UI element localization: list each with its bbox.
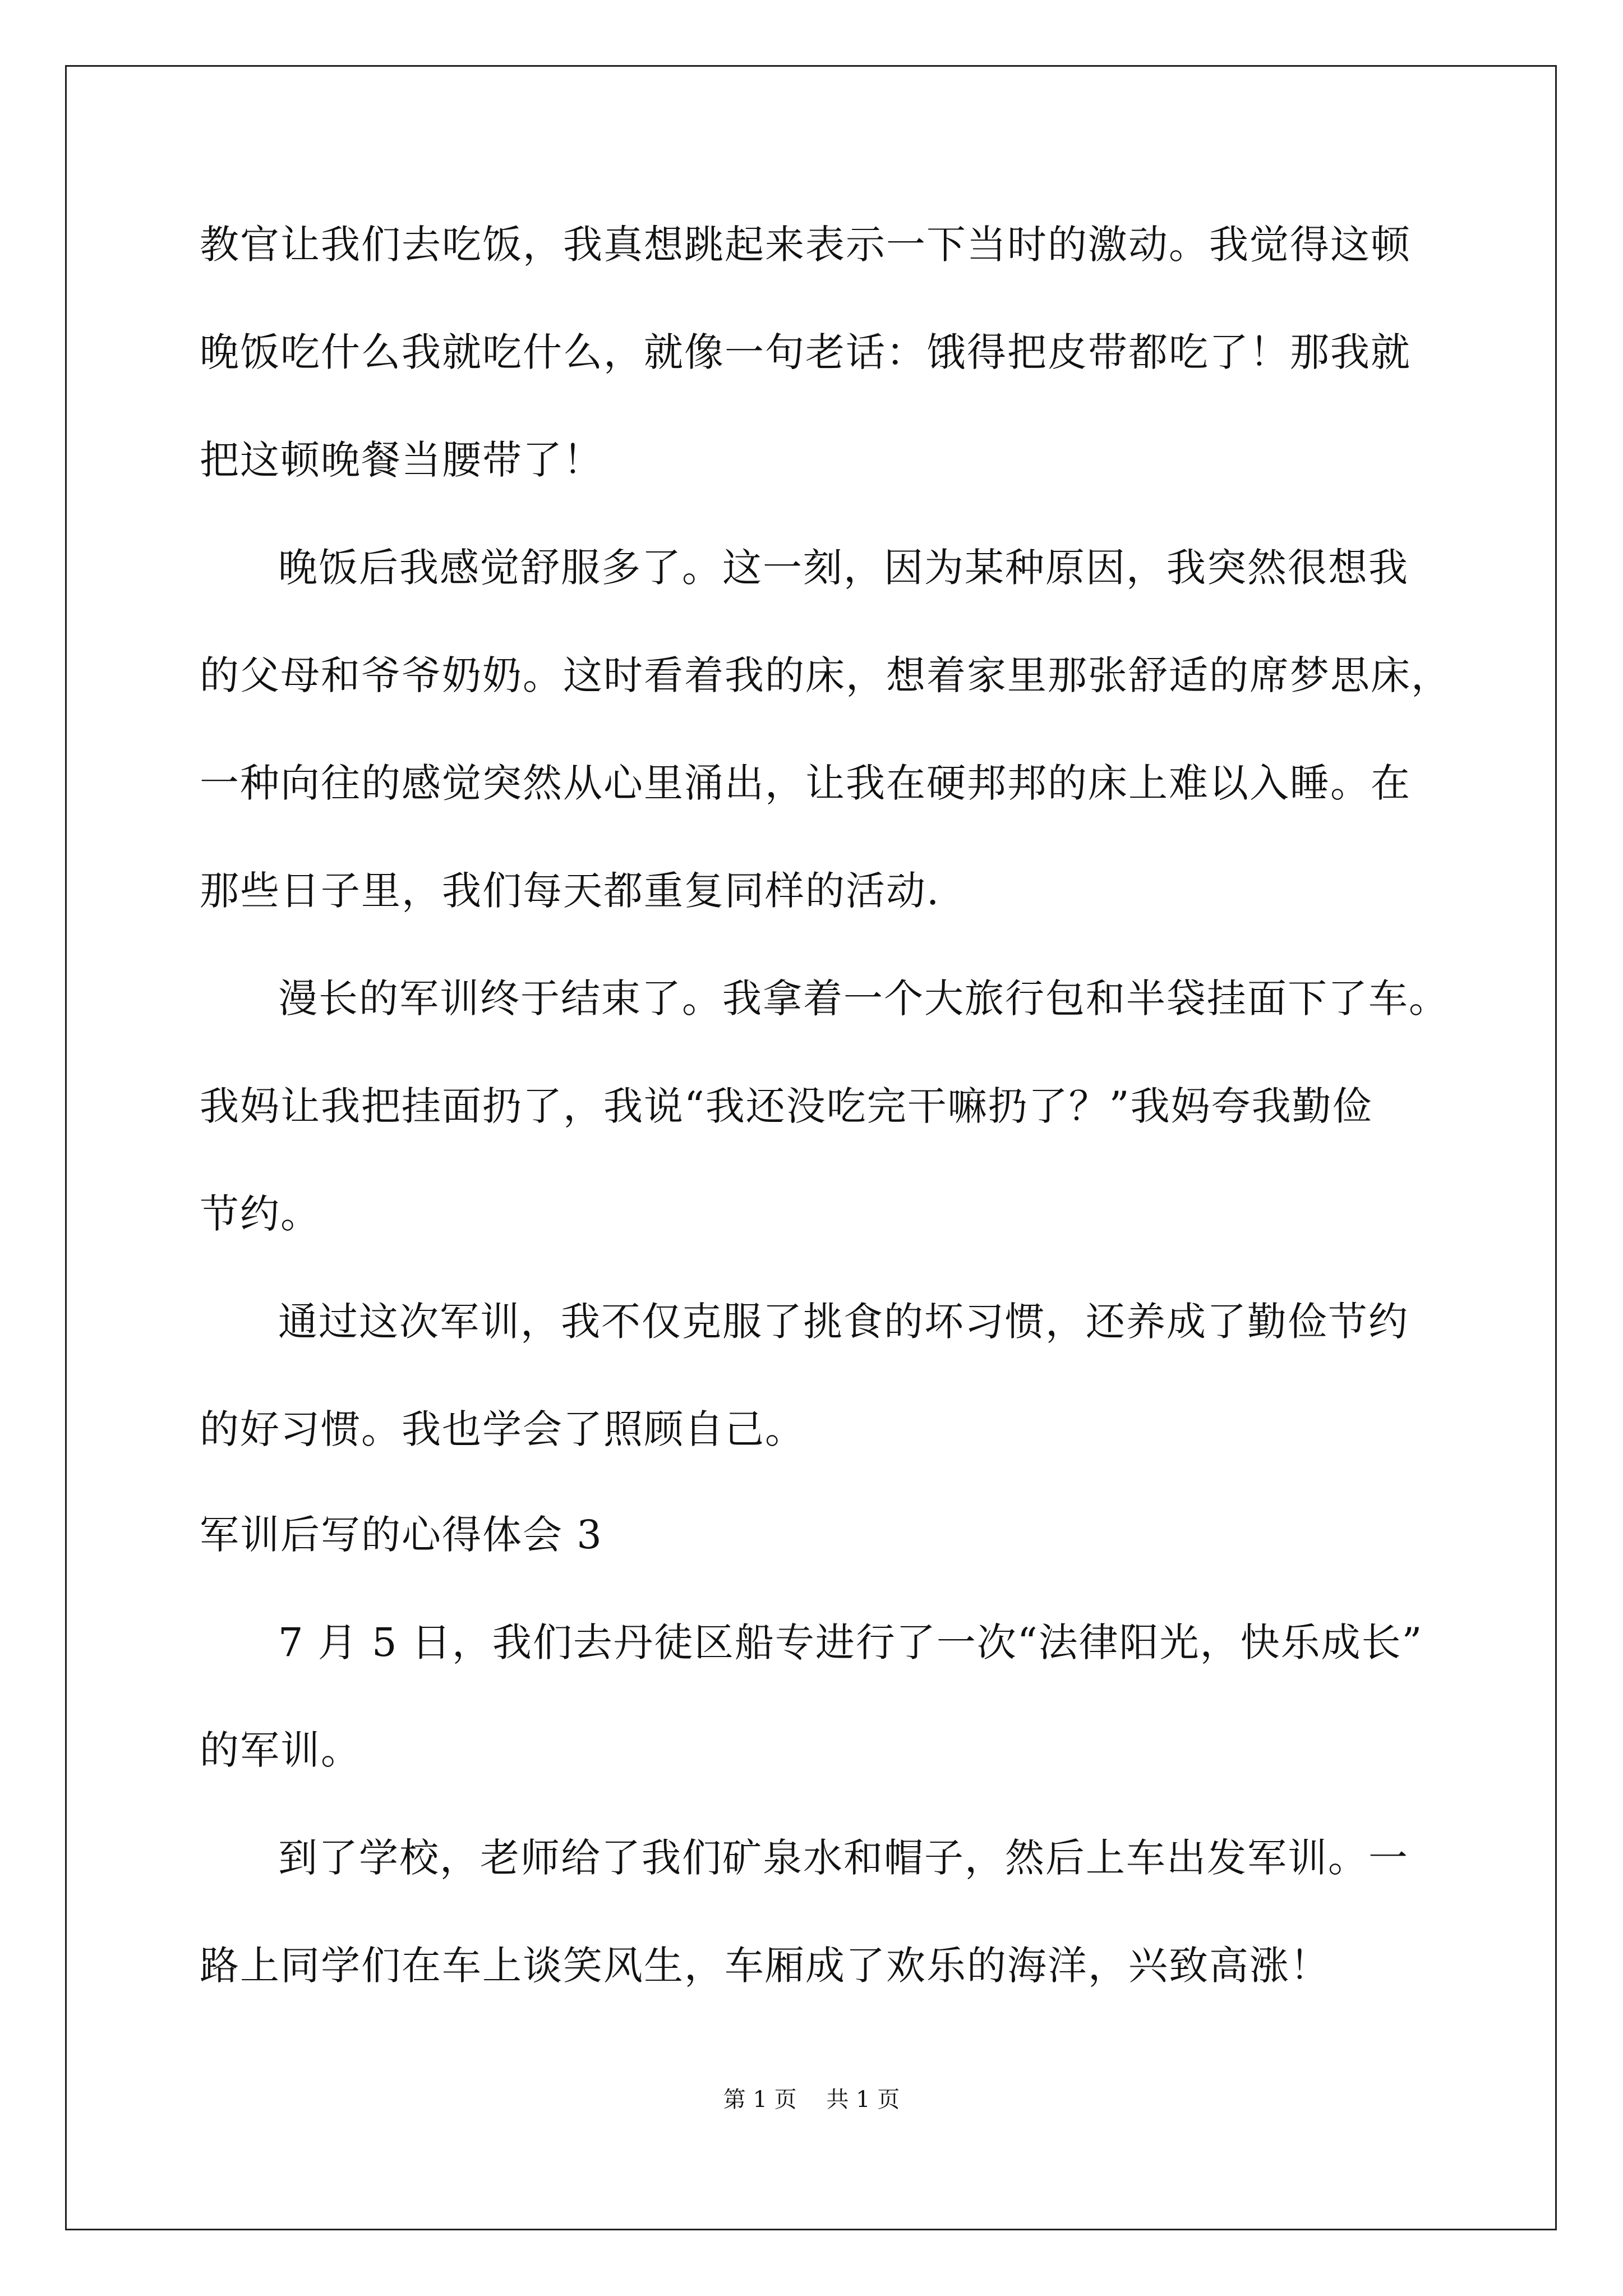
paragraph-line: 一种向往的感觉突然从心里涌出，让我在硬邦邦的床上难以入睡。在 [200,760,1411,806]
paragraph-line: 的好习惯。我也学会了照顾自己。 [200,1406,805,1452]
paragraph-line: 晚饭吃什么我就吃什么，就像一句老话：饿得把皮带都吃了！那我就 [200,329,1411,375]
paragraph-line: 通过这次军训，我不仅克服了挑食的坏习惯，还养成了勤俭节约 [278,1299,1409,1345]
paragraph-line: 7 月 5 日，我们去丹徒区船专进行了一次“法律阳光，快乐成长” [278,1619,1423,1665]
paragraph-line: 路上同学们在车上谈笑风生，车厢成了欢乐的海洋，兴致高涨！ [200,1943,1330,1989]
page-border [65,65,1557,2230]
page-total: 共 1 页 [826,2087,900,2113]
page-footer [0,2086,1623,2114]
paragraph-line: 漫长的军训终于结束了。我拿着一个大旅行包和半袋挂面下了车。 [278,976,1449,1022]
page-number: 第 1 页 [723,2087,797,2113]
paragraph-line: 把这顿晚餐当腰带了！ [200,437,603,483]
paragraph-line: 节约。 [200,1191,321,1237]
paragraph-line: 我妈让我把挂面扔了，我说“我还没吃完干嘛扔了？”我妈夸我勤俭 [200,1083,1373,1129]
paragraph-line: 的军训。 [200,1727,361,1773]
paragraph-line: 晚饭后我感觉舒服多了。这一刻，因为某种原因，我突然很想我 [278,545,1409,591]
paragraph-line: 教官让我们去吃饭，我真想跳起来表示一下当时的激动。我觉得这顿 [200,222,1411,268]
paragraph-line: 到了学校，老师给了我们矿泉水和帽子，然后上车出发军训。一 [278,1835,1409,1881]
paragraph-line: 的父母和爷爷奶奶。这时看着我的床，想着家里那张舒适的席梦思床， [200,652,1451,698]
paragraph-line: 那些日子里，我们每天都重复同样的活动. [200,868,940,914]
section-heading: 军训后写的心得体会 3 [200,1512,603,1558]
